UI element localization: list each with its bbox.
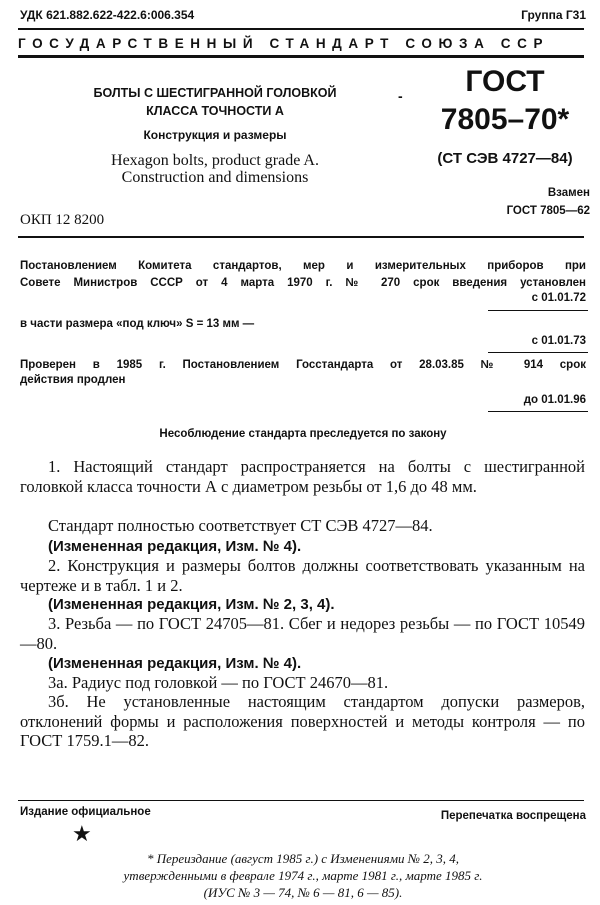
clause-3: 3. Резьба — по ГОСТ 24705—81. Сбег и недорез резьбы — по ГОСТ 10549—80. xyxy=(20,614,585,653)
star-mark: ★ xyxy=(72,822,92,847)
reprint-prohibited: Перепечатка воспрещена xyxy=(440,810,586,822)
clause-1-amendment: (Измененная редакция, Изм. № 4). xyxy=(48,538,302,555)
decree-line2: Совете Министров СССР от 4 марта 1970 г. № 270 срок введения установлен xyxy=(20,277,586,289)
date-rule-3 xyxy=(488,411,588,412)
gost-number: 7805–70* xyxy=(440,103,570,136)
date-extended: до 01.01.96 xyxy=(523,394,586,406)
clause-3a: 3а. Радиус под головкой — по ГОСТ 24670—81. xyxy=(48,673,389,692)
replaced-gost: ГОСТ 7805—62 xyxy=(506,205,590,217)
title-ru xyxy=(50,84,380,120)
reissue-note xyxy=(20,850,586,901)
replaces-block xyxy=(420,184,590,220)
title-en xyxy=(50,152,380,186)
clause-3b: 3б. Не установленные настоящим стандартом допуски размеров, отклонений формы и расположения поверхностей и методы контроля — по ГОСТ 1759.1—82. xyxy=(20,692,585,750)
title-en-line2: Construction and dimensions xyxy=(121,169,309,186)
check-line1: Проверен в 1985 г. Постановлением Госстандарта от 28.03.85 № 914 срок xyxy=(20,359,586,371)
decree-line1: Постановлением Комитета стандартов, мер и измерительных приборов при xyxy=(20,260,586,272)
okp-code: ОКП 12 8200 xyxy=(20,212,105,228)
footer-rule xyxy=(18,800,584,801)
official-edition: Издание официальное xyxy=(20,806,151,818)
title-ru-subtitle: Конструкция и размеры xyxy=(143,128,287,142)
title-en-line1: Hexagon bolts, product grade A. xyxy=(111,152,319,169)
gost-label: ГОСТ xyxy=(465,65,545,98)
clause-2: 2. Конструкция и размеры болтов должны соответствовать указанным на чертеже и в табл. 1 и 2. xyxy=(20,556,585,595)
state-standard-title: ГОСУДАРСТВЕННЫЙ СТАНДАРТ СОЮЗА ССР xyxy=(18,36,550,51)
decree-rule xyxy=(18,236,584,238)
legal-notice: Несоблюдение стандарта преследуется по закону xyxy=(159,428,447,440)
clause-2-amendment: (Измененная редакция, Изм. № 2, 3, 4). xyxy=(48,596,335,613)
st-sev-ref: (СТ СЭВ 4727—84) xyxy=(437,150,573,167)
udk-code: УДК 621.882.622-422.6:006.354 xyxy=(20,8,195,22)
date-rule-1 xyxy=(488,310,588,311)
header-rule-top xyxy=(18,28,584,30)
date-rule-2 xyxy=(488,352,588,353)
header-rule-bottom xyxy=(18,55,584,58)
title-ru-line1: БОЛТЫ С ШЕСТИГРАННОЙ ГОЛОВКОЙ xyxy=(93,86,337,100)
replaces-label: Взамен xyxy=(547,187,590,199)
group-code: Группа Г31 xyxy=(521,8,586,22)
separator-dash: - xyxy=(398,88,403,104)
title-ru-line2: КЛАССА ТОЧНОСТИ А xyxy=(146,104,284,118)
check-line2: действия продлен xyxy=(20,374,126,386)
clause-1: 1. Настоящий стандарт распространяется на болты с шестигранной головкой класса точности А с диаметром резьбы от 1,6 до 48 мм. xyxy=(20,457,585,496)
reissue-line1: * Переиздание (август 1985 г.) с Изменениями № 2, 3, 4, xyxy=(146,851,460,866)
reissue-line2: утвержденными в феврале 1974 г., марте 1981 г., марте 1985 г. xyxy=(123,868,483,883)
clause-1-compliance: Стандарт полностью соответствует СТ СЭВ 4727—84. xyxy=(48,516,433,535)
part-label: в части размера «под ключ» S = 13 мм — xyxy=(20,318,255,330)
clause-3-amendment: (Измененная редакция, Изм. № 4). xyxy=(48,655,302,672)
date-in-effect-2: с 01.01.73 xyxy=(531,335,586,347)
date-in-effect-1: с 01.01.72 xyxy=(531,292,586,304)
reissue-line3: (ИУС № 3 — 74, № 6 — 81, 6 — 85). xyxy=(203,885,403,900)
